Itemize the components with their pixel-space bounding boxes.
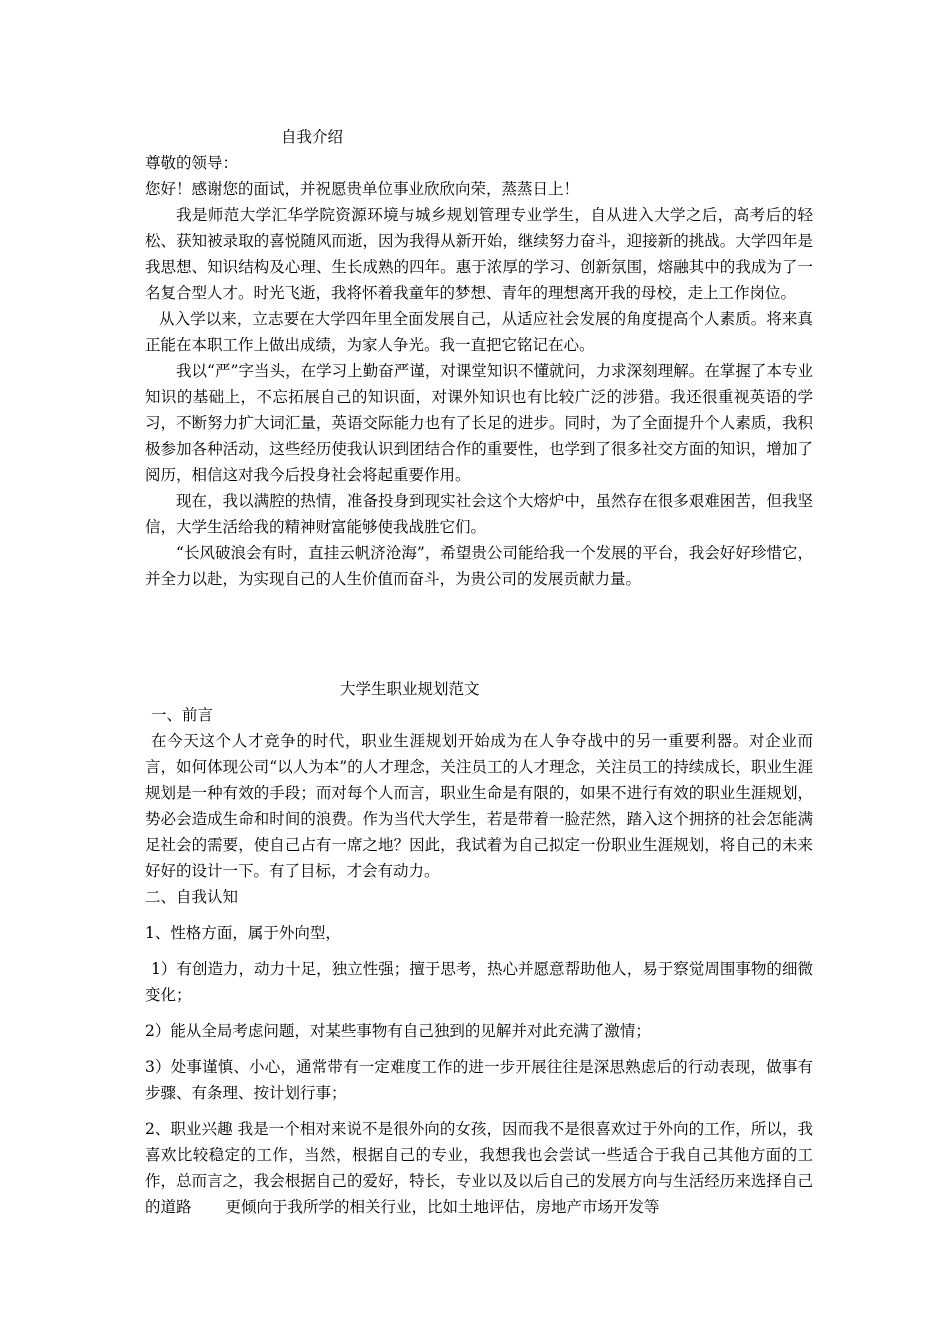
career-interest-text: 2、职业兴趣 我是一个相对来说不是很外向的女孩，因而我不是很喜欢过于外向的工作，所以，我喜欢比较稳定的工作，当然，根据自己的专业，我想我也会尝试一些适合于我自己其他方面的工作，总而言之，我会根据自己的爱好，特长，专业以及以后自己的发展方向与生活经历来选择自己的道路 bbox=[145, 1120, 813, 1216]
greeting: 您好！感谢您的面试，并祝愿贵单位事业欣欣向荣，蒸蒸日上！ bbox=[145, 180, 580, 198]
self-intro-title: 自我介绍 bbox=[281, 128, 344, 146]
preface-paragraph: 在今天这个人才竞争的时代，职业生涯规划开始成为在人争夺战中的另一重要利器。对企业而言，如何体现公司“以人为本”的人才理念，关注员工的人才理念，关注员工的持续成长，职业生涯规划是一种有效的手段；而对每个人而言，职业生命是有限的，如果不进行有效的职业生涯规划，势必会造成生命和时间的浪费。作为当代大学生，若是带着一脸茫然，踏入这个拥挤的社会怎能满足社会的需要，使自己占有一席之地？因此，我试着为自己拟定一份职业生涯规划，将自己的未来好好的设计一下。有了目标，才会有动力。 bbox=[145, 732, 813, 880]
career-interest-tail: 更倾向于我所学的相关行业，比如土地评估，房地产市场开发等 bbox=[225, 1198, 660, 1216]
section-heading-preface: 一、前言 bbox=[151, 706, 214, 724]
item-personality: 1、性格方面，属于外向型， bbox=[145, 924, 341, 942]
intro-paragraph-5: “长风破浪会有时，直挂云帆济沧海”，希望贵公司能给我一个发展的平台，我会好好珍惜它，并全力以赴，为实现自己的人生价值而奋斗，为贵公司的发展贡献力量。 bbox=[145, 544, 813, 588]
item-personality-1: 1）有创造力，动力十足，独立性强；擅于思考，热心并愿意帮助他人，易于察觉周围事物的细微变化； bbox=[145, 960, 813, 1004]
item-personality-2: 2）能从全局考虑问题，对某些事物有自己独到的见解并对此充满了激情； bbox=[145, 1022, 651, 1040]
document-page bbox=[145, 124, 813, 1220]
item-personality-3: 3）处事谨慎、小心，通常带有一定难度工作的进一步开展往往是深思熟虑后的行动表现，做事有步骤、有条理、按计划行事； bbox=[145, 1058, 813, 1102]
item-career-interest bbox=[145, 1116, 813, 1220]
intro-paragraph-3: 我以“严”字当头，在学习上勤奋严谨，对课堂知识不懂就问，力求深刻理解。在掌握了本专业知识的基础上，不忘拓展自己的知识面，对课外知识也有比较广泛的涉猎。我还很重视英语的学习，不断努力扩大词汇量，英语交际能力也有了长足的进步。同时，为了全面提升个人素质，我积极参加各种活动，这些经历使我认识到团结合作的重要性，也学到了很多社交方面的知识，增加了阅历，相信这对我今后投身社会将起重要作用。 bbox=[145, 362, 813, 484]
section-heading-self-awareness: 二、自我认知 bbox=[145, 888, 239, 906]
intro-paragraph-2: 从入学以来，立志要在大学四年里全面发展自己，从适应社会发展的角度提高个人素质。将来真正能在本职工作上做出成绩，为家人争光。我一直把它铭记在心。 bbox=[145, 310, 813, 354]
career-plan-title: 大学生职业规划范文 bbox=[340, 680, 480, 698]
salutation: 尊敬的领导： bbox=[145, 154, 239, 172]
intro-paragraph-1: 我是师范大学汇华学院资源环境与城乡规划管理专业学生，自从进入大学之后，高考后的轻松、获知被录取的喜悦随风而逝，因为我得从新开始，继续努力奋斗，迎接新的挑战。大学四年是我思想、知识结构及心理、生长成熟的四年。惠于浓厚的学习、创新氛围，熔融其中的我成为了一名复合型人才。时光飞逝，我将怀着我童年的梦想、青年的理想离开我的母校，走上工作岗位。 bbox=[145, 206, 813, 302]
intro-paragraph-4: 现在，我以满腔的热情，准备投身到现实社会这个大熔炉中，虽然存在很多艰难困苦，但我坚信，大学生活给我的精神财富能够使我战胜它们。 bbox=[145, 492, 813, 536]
